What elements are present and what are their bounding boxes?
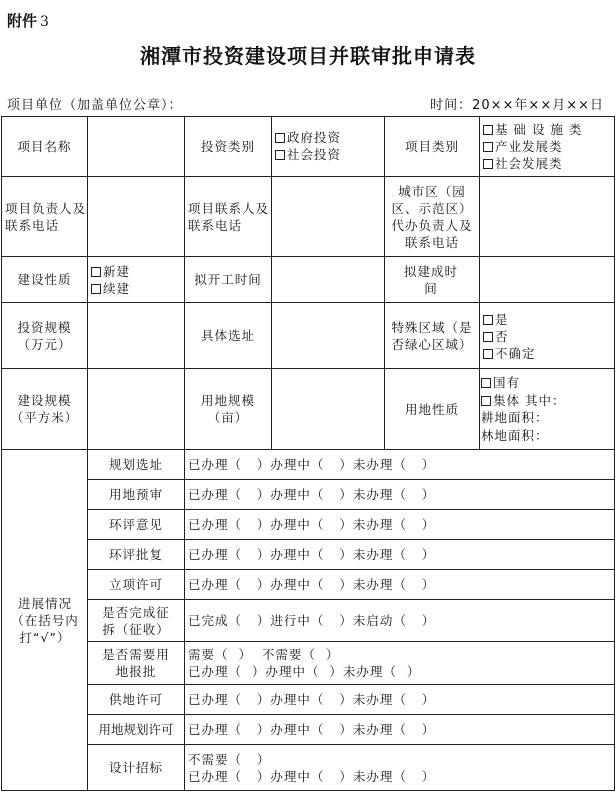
checkbox-icon: [483, 125, 493, 135]
progress-item-status: 已办理（ ）办理中（ ）未办理（ ）: [188, 547, 436, 562]
land-nature-label: 用地性质: [404, 401, 459, 417]
progress-item-name: 环评批复: [108, 547, 163, 562]
form-title: 湘潭市投资建设项目并联审批申请表: [140, 44, 476, 68]
attachment-label: 附件 3: [7, 12, 49, 30]
progress-item-status: 已办理（ ）办理中（ ）未办理（ ）: [188, 517, 436, 532]
special-zone-label: 特殊区域（是否绿心区域）: [391, 319, 473, 352]
option-new-build[interactable]: 新建: [91, 263, 130, 280]
option-state-owned[interactable]: 国有: [481, 374, 520, 392]
need-status-line: 需要（ ） 不需要（ ）: [188, 647, 340, 662]
progress-item-name: 规划选址: [108, 457, 163, 472]
handling-status-line: 已办理（ ）办理中（ ）未办理（ ）: [188, 664, 421, 679]
checkbox-icon: [483, 349, 493, 359]
progress-item-status: 已办理（ ）办理中（ ）未办理（ ）: [188, 722, 436, 737]
site-label: 具体选址: [200, 328, 255, 343]
project-name-label: 项目名称: [17, 139, 72, 154]
project-unit-label: 项目单位（加盖单位公章）：: [7, 98, 183, 113]
option-industry[interactable]: 产业发展类: [483, 138, 563, 155]
progress-item-status: 已办理（ ）办理中（ ）未办理（ ）: [188, 577, 436, 592]
progress-item-name: 用地预审: [108, 487, 163, 502]
checkbox-icon: [483, 332, 493, 342]
application-table: [1, 116, 615, 791]
progress-label: 进展情况（在括号内打“√”）: [11, 595, 79, 645]
option-social-investment[interactable]: 社会投资: [275, 146, 341, 163]
forest-area-label: 林地面积：: [481, 427, 549, 443]
progress-item-status: 已办理（ ）办理中（ ）未办理（ ）: [188, 487, 436, 502]
progress-item-status: 已办理（ ）办理中（ ）未办理（ ）: [188, 457, 436, 472]
special-zone-options: [480, 304, 614, 368]
land-approval-status: [185, 642, 614, 684]
progress-item-name: 是否需要用地报批: [102, 647, 170, 679]
option-no[interactable]: 否: [483, 328, 509, 345]
start-time-label: 拟开工时间: [194, 272, 262, 287]
option-uncertain[interactable]: 不确定: [483, 345, 536, 362]
project-type-options: [480, 118, 614, 175]
progress-item-status: 已完成（ ）进行中（ ）未启动（ ）: [188, 613, 436, 628]
checkbox-icon: [483, 315, 493, 325]
need-status-line: 不需要（ ）: [188, 751, 271, 767]
date-label: 时间：20××年××月××日: [430, 98, 604, 113]
progress-item-name: 立项许可: [108, 577, 163, 592]
option-social-development[interactable]: 社会发展类: [483, 155, 563, 172]
progress-item-name: 设计招标: [108, 760, 163, 775]
construction-nature-options: [88, 257, 184, 302]
land-scale-label: 用地规模（亩）: [201, 393, 256, 425]
checkbox-icon: [481, 396, 491, 406]
project-type-label: 项目类别: [404, 139, 459, 154]
checkbox-icon: [91, 267, 101, 277]
investment-type-options: [272, 121, 384, 171]
checkbox-icon: [275, 133, 285, 143]
option-continued-build[interactable]: 续建: [91, 280, 130, 297]
progress-item-name: 是否完成征拆（征收）: [102, 604, 170, 637]
build-scale-label: 建设规模（平方米）: [10, 393, 79, 425]
project-contact-label: 项目联系人及联系电话: [188, 200, 270, 233]
checkbox-icon: [483, 142, 493, 152]
progress-item-name: 供地许可: [108, 692, 163, 707]
investment-type-label: 投资类别: [200, 139, 255, 154]
farmland-area-label: 耕地面积：: [481, 410, 549, 425]
option-government-investment[interactable]: 政府投资: [275, 129, 341, 146]
land-nature-options: [480, 369, 614, 449]
checkbox-icon: [481, 378, 491, 388]
progress-item-name: 环评意见: [108, 517, 163, 532]
project-leader-label: 项目负责人及联系电话: [5, 200, 87, 233]
progress-item-name: 用地规划许可: [98, 722, 174, 737]
checkbox-icon: [91, 284, 101, 294]
checkbox-icon: [483, 159, 493, 169]
completion-time-label: 拟建成时间: [403, 263, 458, 296]
handling-status-line: 已办理（ ）办理中（ ）未办理（ ）: [188, 768, 436, 784]
district-agent-label: 城市区（园区、示范区）代办负责人及联系电话: [391, 183, 473, 250]
option-infrastructure[interactable]: 基 础 设 施 类: [483, 121, 582, 138]
construction-nature-label: 建设性质: [17, 272, 72, 287]
option-collective[interactable]: 集体 其中：: [481, 392, 565, 410]
progress-item-status: 已办理（ ）办理中（ ）未办理（ ）: [188, 692, 436, 707]
design-bidding-status: [185, 745, 614, 790]
investment-scale-label: 投资规模（万元）: [17, 319, 72, 352]
option-yes[interactable]: 是: [483, 311, 509, 328]
checkbox-icon: [275, 150, 285, 160]
